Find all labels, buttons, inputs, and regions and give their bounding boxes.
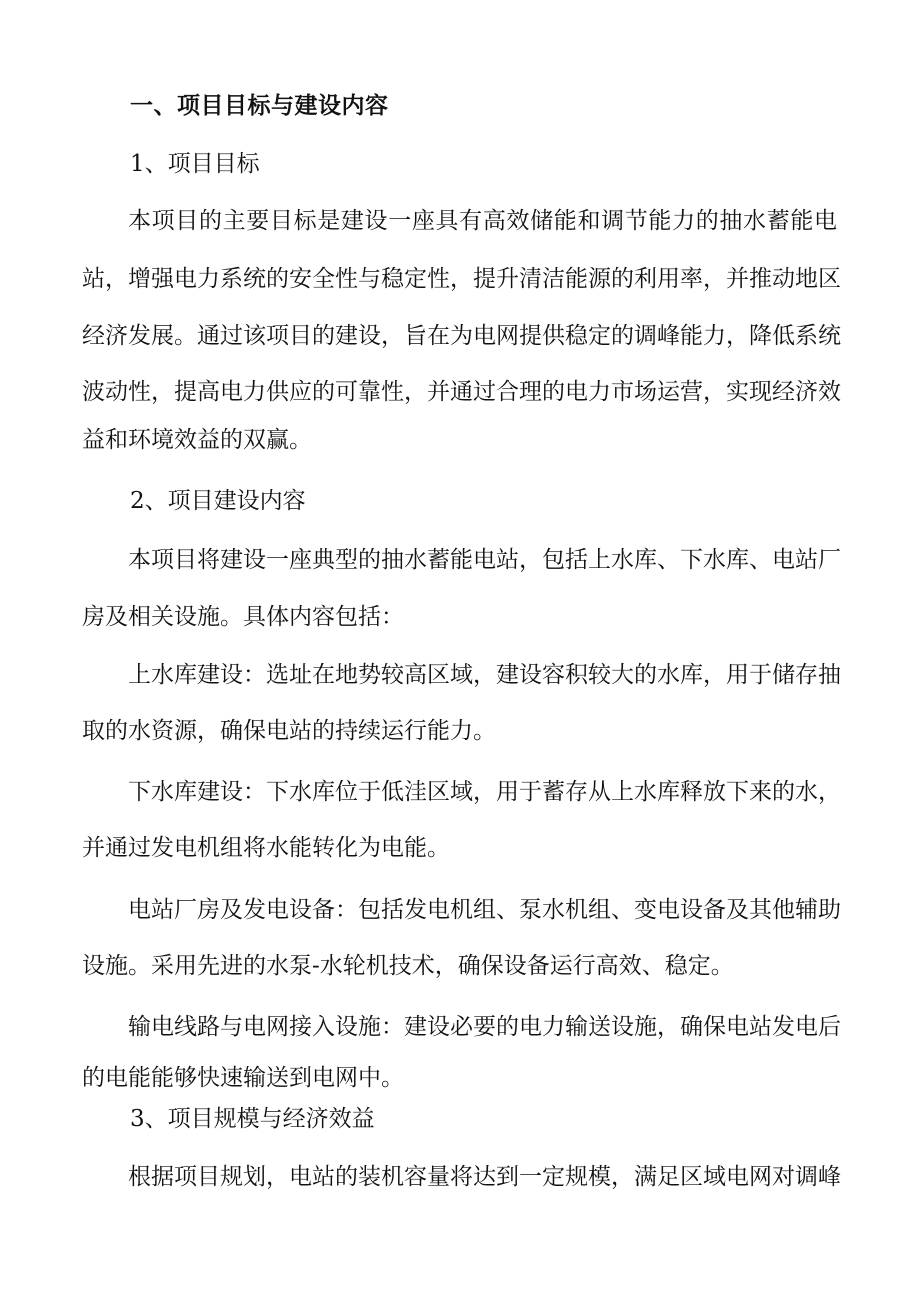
paragraph-line: 根据项目规划，电站的装机容量将达到一定规模，满足区域电网对调峰: [128, 1164, 841, 1190]
paragraph-line: 站，增强电力系统的安全性与稳定性，提升清洁能源的利用率，并推动地区: [82, 266, 841, 292]
paragraph-line: 益和环境效益的双赢。: [82, 427, 312, 453]
subheading-scale-benefits: 3、项目规模与经济效益: [130, 1106, 375, 1132]
paragraph-line: 房及相关设施。具体内容包括：: [82, 604, 404, 630]
paragraph-line: 设施。采用先进的水泵-水轮机技术，确保设备运行高效、稳定。: [82, 953, 734, 979]
paragraph-line: 本项目将建设一座典型的抽水蓄能电站，包括上水库、下水库、电站厂: [128, 547, 841, 573]
paragraph-line: 输电线路与电网接入设施：建设必要的电力输送设施，确保电站发电后: [128, 1014, 841, 1040]
paragraph-line: 并通过发电机组将水能转化为电能。: [82, 835, 450, 861]
paragraph-line: 上水库建设：选址在地势较高区域，建设容积较大的水库，用于储存抽: [128, 662, 841, 688]
paragraph-line: 下水库建设：下水库位于低洼区域，用于蓄存从上水库释放下来的水，: [128, 779, 841, 805]
section-title: 一、项目目标与建设内容: [130, 92, 389, 119]
paragraph-line: 电站厂房及发电设备：包括发电机组、泵水机组、变电设备及其他辅助: [128, 897, 841, 923]
paragraph-line: 取的水资源，确保电站的持续运行能力。: [82, 718, 496, 744]
paragraph-line: 的电能能够快速输送到电网中。: [82, 1065, 404, 1091]
paragraph-line: 经济发展。通过该项目的建设，旨在为电网提供稳定的调峰能力，降低系统: [82, 323, 841, 349]
paragraph-line: 波动性，提高电力供应的可靠性，并通过合理的电力市场运营，实现经济效: [82, 379, 841, 405]
paragraph-line: 本项目的主要目标是建设一座具有高效储能和调节能力的抽水蓄能电: [128, 208, 837, 234]
subheading-project-goal: 1、项目目标: [130, 151, 260, 177]
subheading-construction-content: 2、项目建设内容: [130, 488, 306, 514]
